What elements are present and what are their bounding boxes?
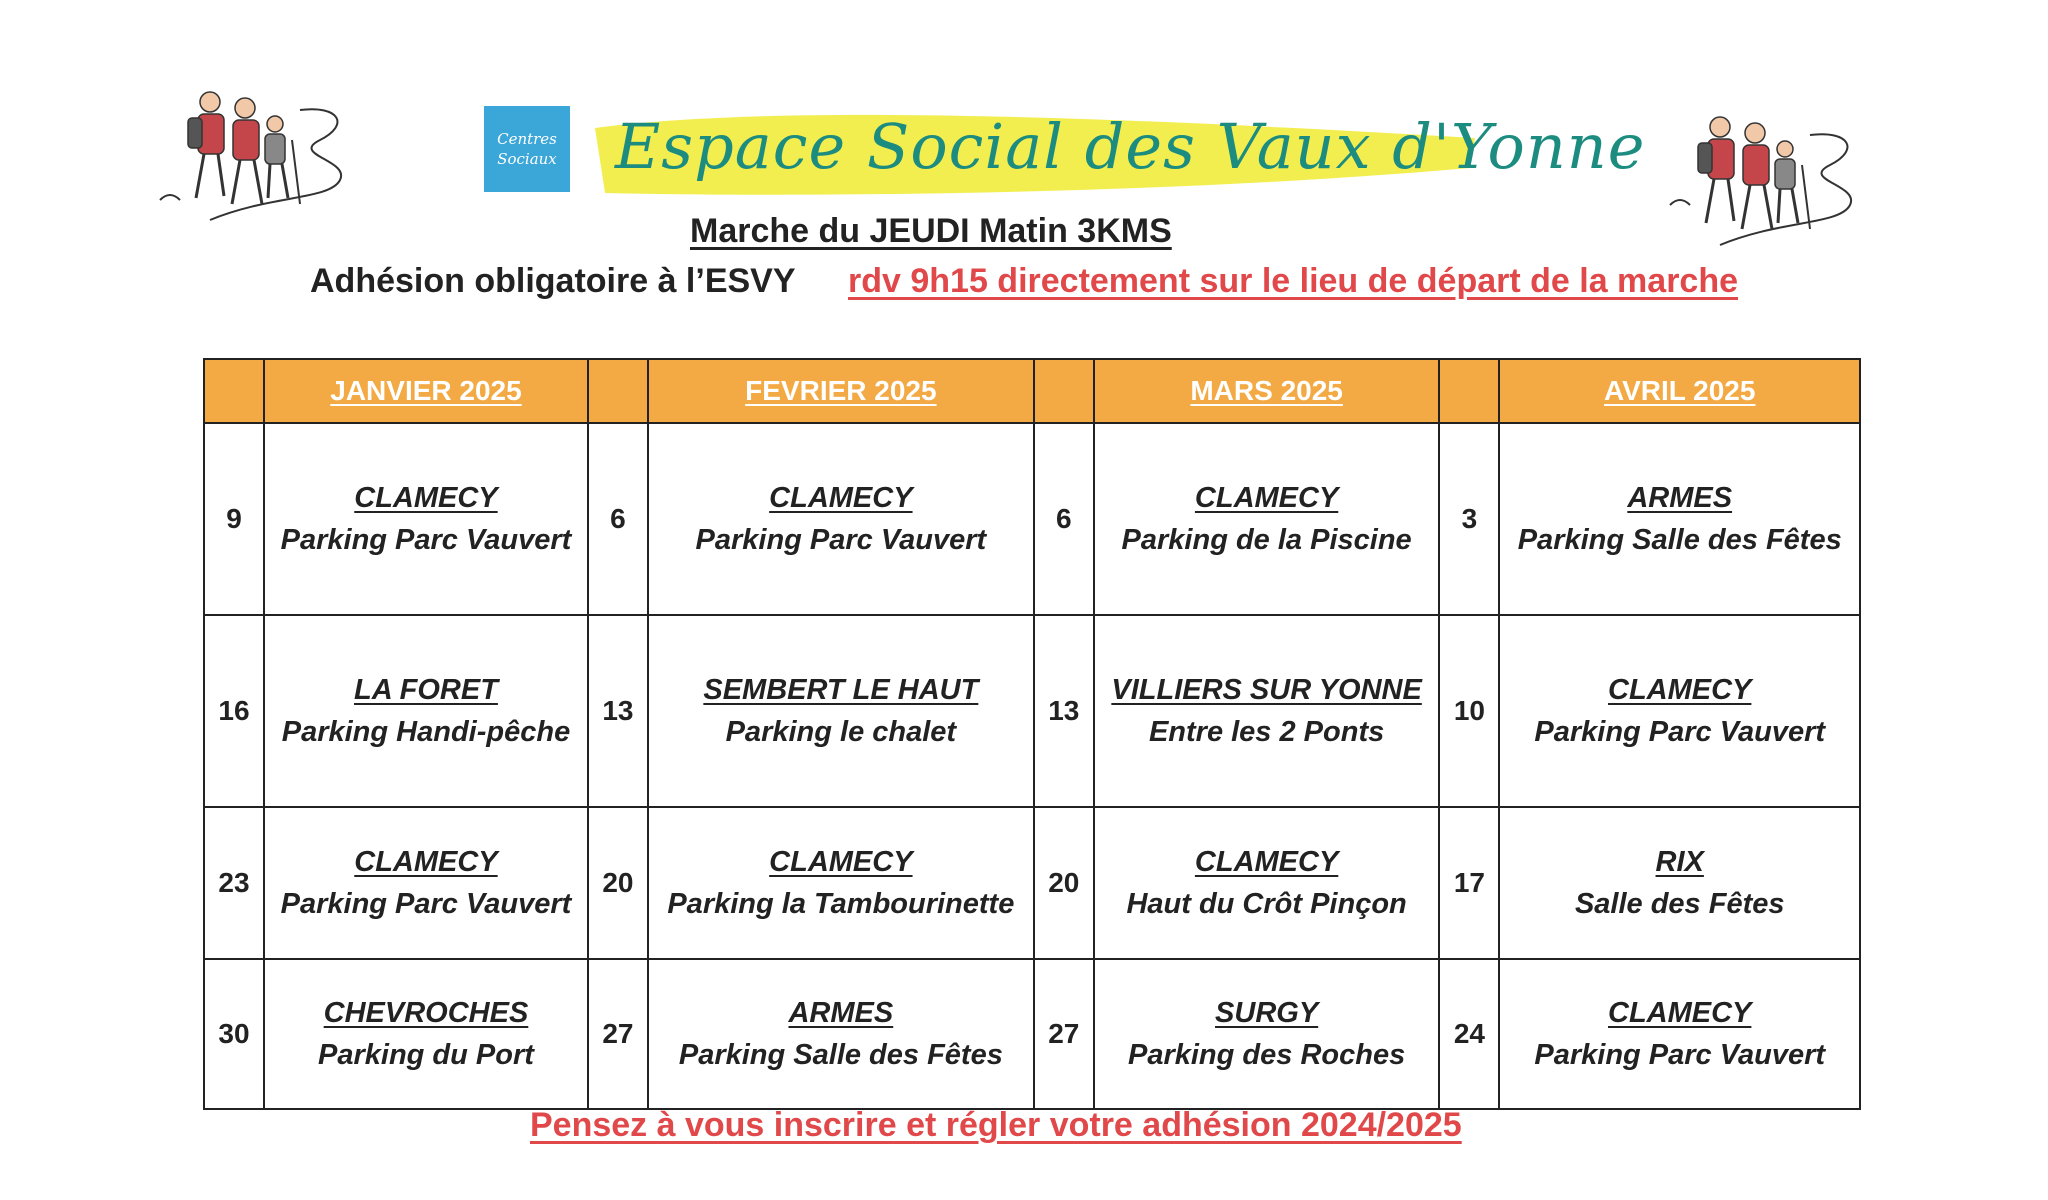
day-column-header bbox=[588, 359, 648, 423]
meeting-place: Parking Parc Vauvert bbox=[280, 524, 572, 556]
meeting-place: Parking Handi-pêche bbox=[281, 716, 571, 748]
page-subtitle: Marche du JEUDI Matin 3KMS bbox=[690, 212, 1172, 250]
month-header: JANVIER 2025 bbox=[264, 359, 588, 423]
hikers-illustration-right bbox=[1660, 105, 1870, 255]
day-number: 3 bbox=[1439, 423, 1499, 615]
meeting-place: Haut du Crôt Pinçon bbox=[1126, 888, 1407, 920]
day-number: 20 bbox=[588, 807, 648, 959]
town-name: CHEVROCHES bbox=[323, 997, 529, 1029]
meeting-place: Parking des Roches bbox=[1127, 1039, 1406, 1071]
day-number: 20 bbox=[1034, 807, 1094, 959]
day-number: 6 bbox=[588, 423, 648, 615]
registration-reminder: Pensez à vous inscrire et régler votre adhésion 2024/2025 bbox=[530, 1106, 1462, 1144]
adhesion-notice: Adhésion obligatoire à l’ESVY bbox=[310, 262, 796, 300]
meeting-place: Parking de la Piscine bbox=[1121, 524, 1412, 556]
town-name: CLAMECY bbox=[1608, 674, 1752, 706]
town-name: RIX bbox=[1655, 846, 1704, 878]
meeting-place: Parking du Port bbox=[318, 1039, 534, 1071]
day-number: 30 bbox=[204, 959, 264, 1109]
month-header: MARS 2025 bbox=[1094, 359, 1440, 423]
location-cell bbox=[264, 807, 588, 959]
schedule-table bbox=[203, 358, 1861, 1110]
day-number: 23 bbox=[204, 807, 264, 959]
location-cell bbox=[1094, 423, 1440, 615]
day-number: 6 bbox=[1034, 423, 1094, 615]
meeting-place: Entre les 2 Ponts bbox=[1148, 716, 1385, 748]
brand-title: Espace Social des Vaux d'Yonne bbox=[615, 110, 1646, 183]
centres-sociaux-logo bbox=[484, 106, 570, 192]
location-cell bbox=[648, 807, 1034, 959]
town-name: SEMBERT LE HAUT bbox=[703, 674, 979, 706]
location-cell bbox=[648, 615, 1034, 807]
meeting-place: Parking Salle des Fêtes bbox=[1517, 524, 1842, 556]
day-number: 24 bbox=[1439, 959, 1499, 1109]
location-cell bbox=[1094, 615, 1440, 807]
town-name: CLAMECY bbox=[1608, 997, 1752, 1029]
location-cell bbox=[264, 423, 588, 615]
town-name: ARMES bbox=[1627, 482, 1733, 514]
month-header: AVRIL 2025 bbox=[1499, 359, 1860, 423]
day-number: 27 bbox=[1034, 959, 1094, 1109]
location-cell bbox=[648, 423, 1034, 615]
town-name: SURGY bbox=[1215, 997, 1319, 1029]
meeting-place: Parking Parc Vauvert bbox=[1534, 1039, 1826, 1071]
table-row bbox=[204, 615, 1860, 807]
month-header-row bbox=[204, 359, 1860, 423]
day-number: 17 bbox=[1439, 807, 1499, 959]
town-name: CLAMECY bbox=[354, 846, 498, 878]
day-number: 13 bbox=[588, 615, 648, 807]
meeting-place: Parking Parc Vauvert bbox=[1534, 716, 1826, 748]
town-name: CLAMECY bbox=[1194, 482, 1339, 514]
table-row bbox=[204, 959, 1860, 1109]
day-number: 9 bbox=[204, 423, 264, 615]
day-number: 10 bbox=[1439, 615, 1499, 807]
logo-line-1: Centres bbox=[497, 130, 557, 148]
meeting-place: Parking le chalet bbox=[725, 716, 957, 748]
day-column-header bbox=[1034, 359, 1094, 423]
day-number: 27 bbox=[588, 959, 648, 1109]
town-name: CLAMECY bbox=[1194, 846, 1339, 878]
logo-line-2: Sociaux bbox=[497, 150, 557, 168]
town-name: CLAMECY bbox=[769, 482, 913, 514]
location-cell bbox=[264, 615, 588, 807]
meeting-place: Parking Parc Vauvert bbox=[280, 888, 572, 920]
brand-header bbox=[485, 98, 1646, 208]
town-name: ARMES bbox=[788, 997, 894, 1029]
day-column-header bbox=[204, 359, 264, 423]
town-name: VILLIERS SUR YONNE bbox=[1111, 674, 1422, 706]
meeting-place: Parking la Tambourinette bbox=[667, 888, 1015, 920]
table-row bbox=[204, 807, 1860, 959]
meeting-place: Parking Salle des Fêtes bbox=[678, 1039, 1003, 1071]
town-name: LA FORET bbox=[354, 674, 498, 706]
table-row bbox=[204, 423, 1860, 615]
day-number: 16 bbox=[204, 615, 264, 807]
location-cell bbox=[648, 959, 1034, 1109]
location-cell bbox=[264, 959, 588, 1109]
rdv-notice: rdv 9h15 directement sur le lieu de départ de la marche bbox=[848, 262, 1739, 300]
location-cell bbox=[1094, 807, 1440, 959]
meeting-place: Parking Parc Vauvert bbox=[695, 524, 987, 556]
location-cell bbox=[1499, 615, 1860, 807]
location-cell bbox=[1499, 423, 1860, 615]
town-name: CLAMECY bbox=[769, 846, 913, 878]
month-header: FEVRIER 2025 bbox=[648, 359, 1034, 423]
location-cell bbox=[1499, 959, 1860, 1109]
day-number: 13 bbox=[1034, 615, 1094, 807]
location-cell bbox=[1499, 807, 1860, 959]
location-cell bbox=[1094, 959, 1440, 1109]
hikers-illustration-left bbox=[150, 80, 360, 230]
meeting-place: Salle des Fêtes bbox=[1574, 888, 1785, 920]
day-column-header bbox=[1439, 359, 1499, 423]
town-name: CLAMECY bbox=[354, 482, 498, 514]
